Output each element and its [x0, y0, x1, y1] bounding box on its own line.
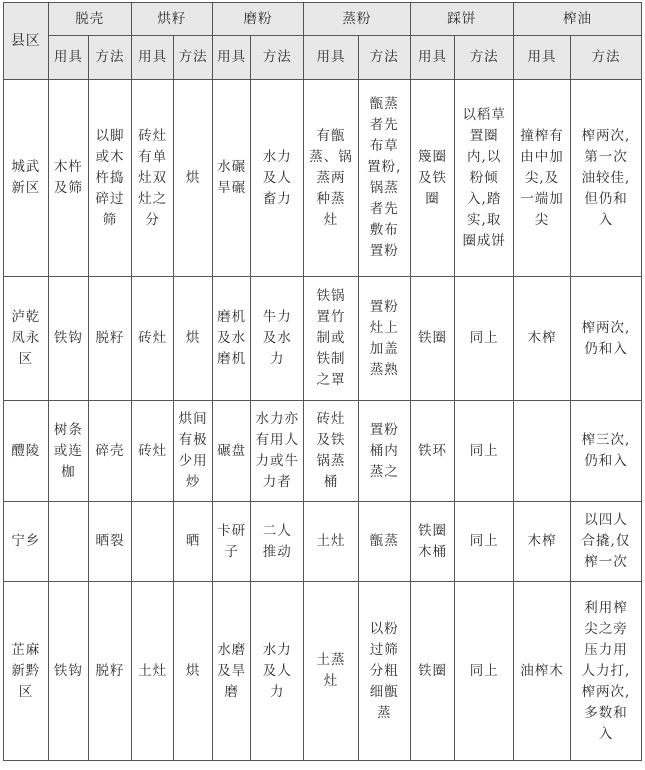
table-cell: 榨两次, 仍和入	[570, 277, 641, 401]
table-row	[4, 502, 642, 582]
county-header: 县区	[4, 3, 49, 80]
table-cell	[48, 502, 89, 582]
table-cell: 篾圈 及铁 圈	[410, 80, 455, 277]
table-row	[4, 80, 642, 277]
sub-header-tools: 用具	[131, 36, 174, 80]
table-cell: 砖灶 及铁 锅蒸 桶	[304, 401, 359, 502]
county-cell: 醴陵	[4, 401, 49, 502]
table-cell: 铁圈 木桶	[410, 502, 455, 582]
sub-header-tools: 用具	[514, 36, 571, 80]
table-cell: 铁锅 置竹 制或 铁制 之罩	[304, 277, 359, 401]
table-row	[4, 401, 642, 502]
table-cell: 晒裂	[89, 502, 132, 582]
table-cell: 土灶	[304, 502, 359, 582]
table-cell: 二人 推动	[251, 502, 304, 582]
table-cell: 土蒸 灶	[304, 582, 359, 761]
table-cell: 有甑 蒸、锅 蒸两 种蒸 灶	[304, 80, 359, 277]
table-cell: 以稻草 置圈 内,以 粉倾 入,踏 实,取 圈成饼	[455, 80, 514, 277]
table-cell: 同上	[455, 401, 514, 502]
table-cell: 甑蒸	[358, 502, 410, 582]
sub-header-method: 方法	[455, 36, 514, 80]
table-cell: 水碾 旱碾	[212, 80, 251, 277]
table-cell: 水力 及人 畜力	[251, 80, 304, 277]
process-table	[3, 2, 642, 761]
table-cell: 砖灶	[131, 277, 174, 401]
table-cell: 铁圈	[410, 582, 455, 761]
table-cell: 置粉 桶内 蒸之	[358, 401, 410, 502]
header-row-subheaders	[4, 36, 642, 80]
table-cell: 碎壳	[89, 401, 132, 502]
table-cell: 树条 或连 枷	[48, 401, 89, 502]
table-row	[4, 582, 642, 761]
county-cell: 城武 新区	[4, 80, 49, 277]
table-cell: 牛力 及水 力	[251, 277, 304, 401]
group-header-drying: 烘籽	[131, 3, 212, 36]
table-cell: 水力 及人 力	[251, 582, 304, 761]
group-header-steaming: 蒸粉	[304, 3, 410, 36]
table-cell: 木榨	[514, 502, 571, 582]
group-header-oil-pressing: 榨油	[514, 3, 642, 36]
table-cell: 同上	[455, 582, 514, 761]
table-cell: 铁钩	[48, 582, 89, 761]
table-cell: 磨机 及水 磨机	[212, 277, 251, 401]
table-cell: 以粉 过筛 分粗 细甑 蒸	[358, 582, 410, 761]
table-cell: 撞榨有 由中加 尖,及 一端加 尖	[514, 80, 571, 277]
sub-header-tools: 用具	[410, 36, 455, 80]
table-cell: 置粉 灶上 加盖 蒸熟	[358, 277, 410, 401]
table-cell: 脱籽	[89, 582, 132, 761]
table-cell: 油榨木	[514, 582, 571, 761]
group-header-grinding: 磨粉	[212, 3, 303, 36]
table-cell: 铁环	[410, 401, 455, 502]
table-cell: 以四人 合撬,仅 榨一次	[570, 502, 641, 582]
table-cell: 碾盘	[212, 401, 251, 502]
county-cell: 芷麻 新黔 区	[4, 582, 49, 761]
table-cell: 晒	[174, 502, 213, 582]
sub-header-tools: 用具	[304, 36, 359, 80]
sub-header-method: 方法	[570, 36, 641, 80]
table-cell: 利用榨 尖之旁 压力用 人力打, 榨两次, 多数和 入	[570, 582, 641, 761]
sub-header-method: 方法	[358, 36, 410, 80]
table-cell: 榨两次, 第一次 油较佳, 但仍和 入	[570, 80, 641, 277]
table-cell: 同上	[455, 277, 514, 401]
sub-header-method: 方法	[251, 36, 304, 80]
table-cell	[131, 502, 174, 582]
table-cell	[514, 401, 571, 502]
table-cell: 铁钩	[48, 277, 89, 401]
table-cell: 以脚 或木 杵捣 碎过 筛	[89, 80, 132, 277]
table-cell: 同上	[455, 502, 514, 582]
sub-header-method: 方法	[174, 36, 213, 80]
table-cell: 卡研 子	[212, 502, 251, 582]
group-header-husking: 脱壳	[48, 3, 131, 36]
group-header-cake-pressing: 踩饼	[410, 3, 513, 36]
table-cell: 甑蒸 者先 布草 置粉, 锅蒸 者先 敷布 置粉	[358, 80, 410, 277]
table-cell: 水力亦 有用人 力或牛 力者	[251, 401, 304, 502]
sub-header-tools: 用具	[212, 36, 251, 80]
table-cell: 脱籽	[89, 277, 132, 401]
header-row-groups	[4, 3, 642, 36]
table-cell: 烘	[174, 80, 213, 277]
table-cell: 水磨 及旱 磨	[212, 582, 251, 761]
table-container	[3, 2, 642, 761]
table-cell: 铁圈	[410, 277, 455, 401]
table-cell: 土灶	[131, 582, 174, 761]
table-cell: 烘间 有极 少用 炒	[174, 401, 213, 502]
sub-header-tools: 用具	[48, 36, 89, 80]
table-cell: 木杵 及筛	[48, 80, 89, 277]
table-cell: 木榨	[514, 277, 571, 401]
table-cell: 砖灶 有单 灶双 灶之 分	[131, 80, 174, 277]
table-cell: 榨三次, 仍和入	[570, 401, 641, 502]
table-cell: 砖灶	[131, 401, 174, 502]
county-cell: 宁乡	[4, 502, 49, 582]
county-cell: 泸乾 凤永 区	[4, 277, 49, 401]
table-row	[4, 277, 642, 401]
table-cell: 烘	[174, 277, 213, 401]
table-cell: 烘	[174, 582, 213, 761]
sub-header-method: 方法	[89, 36, 132, 80]
